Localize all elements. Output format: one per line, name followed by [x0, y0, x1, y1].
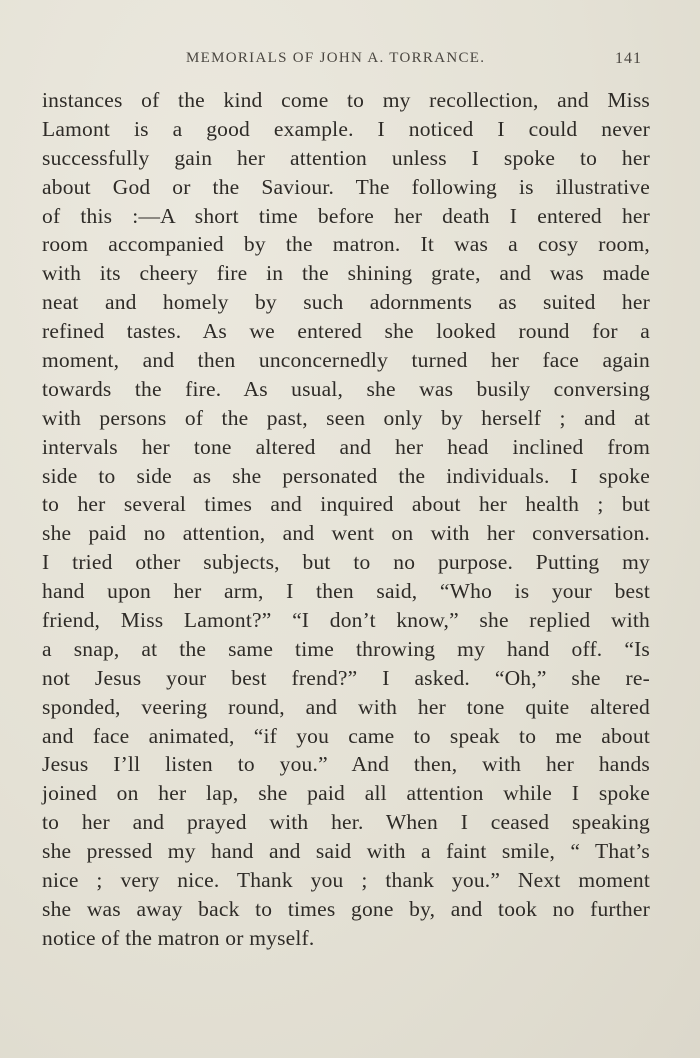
text-line: friend, Miss Lamont?” “I don’t know,” she replied with [42, 608, 650, 633]
text-line: and face animated, “if you came to speak to me about [42, 723, 650, 748]
text-line: joined on her lap, she paid all attention while I spoke [42, 781, 650, 806]
text-line: a snap, at the same time throwing my hand off. “Is [42, 636, 650, 661]
text-line: to her several times and inquired about her health ; but [42, 492, 650, 517]
text-line: about God or the Saviour. The following is illustrative [42, 174, 650, 199]
text-line: hand upon her arm, I then said, “Who is your best [42, 579, 650, 604]
text-line: side to side as she personated the individuals. I spoke [42, 463, 650, 488]
text-line: she pressed my hand and said with a faint smile, “ That’s [42, 839, 650, 864]
text-line: neat and homely by such adornments as suited her [42, 290, 650, 315]
text-line: she was away back to times gone by, and took no further [42, 896, 650, 921]
body-text [42, 86, 650, 953]
text-line: moment, and then unconcernedly turned her face again [42, 348, 650, 373]
text-line: sponded, veering round, and with her tone quite altered [42, 694, 650, 719]
text-line: not Jesus your best frend?” I asked. “Oh,” she re- [42, 665, 650, 690]
text-line: towards the fire. As usual, she was busily conversing [42, 376, 650, 401]
text-line: with persons of the past, seen only by herself ; and at [42, 405, 650, 430]
text-line: instances of the kind come to my recollection, and Miss [42, 88, 650, 112]
text-line: of this :—A short time before her death I entered her [42, 203, 650, 228]
text-line: to her and prayed with her. When I ceased speaking [42, 810, 650, 835]
text-line: room accompanied by the matron. It was a cosy room, [42, 232, 650, 257]
running-title: MEMORIALS OF JOHN A. TORRANCE. [186, 50, 486, 66]
text-line: she paid no attention, and went on with her conversation. [42, 521, 650, 546]
text-line: Lamont is a good example. I noticed I could never [42, 116, 650, 141]
page-number: 141 [615, 50, 642, 67]
text-line: with its cheery fire in the shining grate, and was made [42, 261, 650, 286]
text-line: refined tastes. As we entered she looked round for a [42, 319, 650, 344]
text-line: nice ; very nice. Thank you ; thank you.” Next moment [42, 868, 650, 893]
running-head [186, 50, 646, 72]
text-line-last: notice of the matron or myself. [42, 925, 315, 950]
text-line: Jesus I’ll listen to you.” And then, with her hands [42, 752, 650, 777]
text-line: I tried other subjects, but to no purpose. Putting my [42, 550, 650, 575]
text-line: intervals her tone altered and her head inclined from [42, 434, 650, 459]
text-line: successfully gain her attention unless I spoke to her [42, 145, 650, 170]
